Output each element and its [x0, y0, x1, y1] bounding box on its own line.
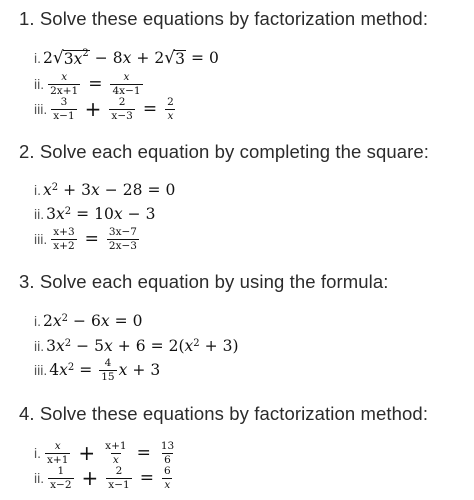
item-label: iii.	[34, 101, 48, 117]
equation-body: 2 x $^2$ − 6 x = 0	[43, 312, 143, 330]
item-label: ii.	[34, 206, 45, 222]
equation-body: x $^2$ + 3 x − 28 = 0	[43, 181, 176, 199]
fraction: $\frac{4}{15}$	[101, 357, 115, 383]
fraction: $\frac{1}{x-2}$	[50, 465, 72, 491]
item-label: iii.	[34, 231, 48, 247]
question-2-title: 2. Solve each equation by completing the square:	[19, 141, 430, 162]
equation-2-iii	[34, 226, 141, 252]
fraction: $\frac{x}{2x+1}$	[50, 71, 79, 97]
item-label: i.	[34, 445, 41, 461]
fraction: $\frac{2}{x-3}$	[111, 96, 133, 122]
equation-1-iii	[34, 96, 178, 122]
equation-body: $\frac{3}{x-1}$ + $\frac{2}{x-3}$ = $\frac{2}{x}$	[53, 96, 174, 122]
equation-1-i	[34, 45, 219, 71]
equation-body: 4 x $^2$ = $\frac{4}{15}$ x + 3	[49, 357, 161, 383]
equation-3-iii	[34, 357, 160, 383]
fraction: $\frac{x}{4x-1}$	[112, 71, 141, 97]
item-label: ii.	[34, 76, 45, 92]
fraction: $\frac{x}{x+1}$	[47, 440, 69, 466]
fraction: $\frac{2}{x-1}$	[108, 465, 130, 491]
question-1-title: 1. Solve these equations by factorization method:	[19, 8, 429, 29]
equation-2-i	[34, 177, 175, 203]
fraction: $\frac{3x-7}{2x-3}$	[108, 226, 137, 252]
fraction: $\frac{x+3}{x+2}$	[53, 226, 75, 252]
item-label: i.	[34, 182, 41, 198]
fraction: $\frac{13}{6}$	[160, 440, 175, 466]
question-3-title: 3. Solve each equation by using the formula:	[19, 271, 389, 292]
question-4-title: 4. Solve these equations by factorization method:	[19, 403, 429, 424]
item-label: ii.	[34, 470, 45, 486]
fraction: $\frac{x+1}{x}$	[105, 440, 127, 466]
equation-4-ii	[34, 465, 175, 491]
item-label: i.	[34, 313, 41, 329]
equation-body: 3 x $^2$ = 10 x − 3	[46, 205, 156, 223]
item-label: i.	[34, 50, 41, 66]
fraction: $\frac{2}{x}$	[167, 96, 174, 122]
equation-body: $\frac{x}{2x+1}$ = $\frac{x}{4x-1}$	[50, 71, 141, 97]
item-label: iii.	[34, 362, 48, 378]
equation-1-ii	[34, 71, 145, 97]
fraction: $\frac{3}{x-1}$	[53, 96, 75, 122]
equation-body: $\frac{x+3}{x+2}$ = $\frac{3x-7}{2x-3}$	[53, 226, 137, 252]
equation-3-ii	[34, 333, 239, 359]
fraction: $\frac{6}{x}$	[163, 465, 171, 491]
equation-body: $\frac{x}{x+1}$ + $\frac{x+1}{x}$ = $\frac{13}{6}$	[47, 440, 175, 466]
equation-body: 3 x $^2$ − 5 x + 6 = 2( x $^2$ + 3)	[46, 337, 239, 355]
equation-3-i	[34, 308, 143, 334]
equation-body: $\frac{1}{x-2}$ + $\frac{2}{x-1}$ = $\frac{6}{x}$	[50, 465, 171, 491]
equation-4-i	[34, 440, 178, 466]
equation-2-ii	[34, 201, 155, 227]
item-label: ii.	[34, 338, 45, 354]
equation-body: 2 √ $3x^2$ − 8 x + 2 √ 3 = 0	[43, 47, 219, 68]
